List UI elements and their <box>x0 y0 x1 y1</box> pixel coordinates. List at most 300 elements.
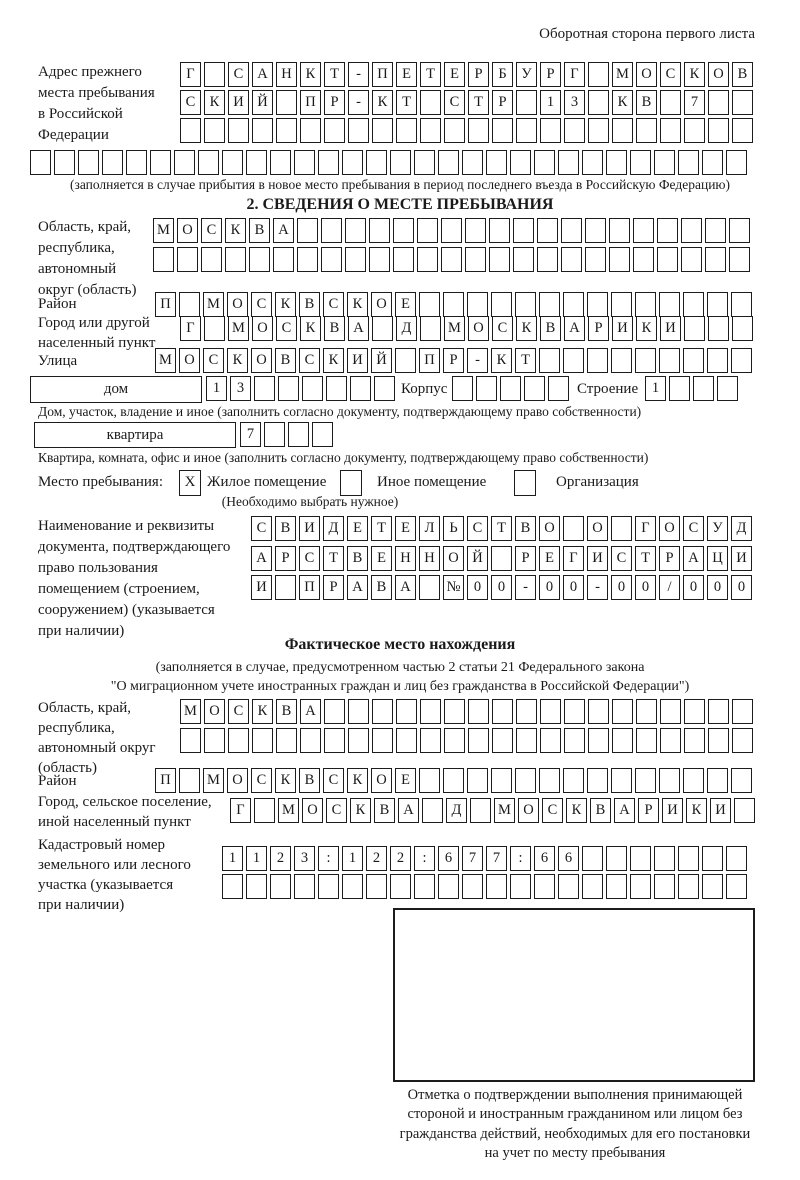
char-box: В <box>275 516 296 541</box>
char-box <box>563 516 584 541</box>
char-box <box>582 874 603 899</box>
char-box <box>491 292 512 317</box>
char-box <box>540 118 561 143</box>
prev-address-row-3 <box>180 118 753 143</box>
char-box <box>444 118 465 143</box>
char-box <box>462 874 483 899</box>
document-row-2 <box>251 546 752 571</box>
char-box <box>732 90 753 115</box>
char-box <box>588 90 609 115</box>
char-box <box>276 118 297 143</box>
char-box <box>548 376 569 401</box>
char-box <box>513 218 534 243</box>
char-box: Е <box>396 62 417 87</box>
char-box: У <box>516 62 537 87</box>
char-box <box>539 348 560 373</box>
char-box: О <box>636 62 657 87</box>
char-box: А <box>347 575 368 600</box>
char-box <box>588 62 609 87</box>
char-box <box>702 846 723 871</box>
char-box <box>489 218 510 243</box>
char-box: С <box>492 316 513 341</box>
char-box: Ь <box>443 516 464 541</box>
char-box <box>612 699 633 724</box>
char-box: К <box>612 90 633 115</box>
char-box: К <box>300 316 321 341</box>
char-box <box>588 699 609 724</box>
char-box: К <box>227 348 248 373</box>
char-box <box>717 376 738 401</box>
char-box <box>732 699 753 724</box>
char-box: Р <box>492 90 513 115</box>
char-box: С <box>660 62 681 87</box>
char-box: Т <box>323 546 344 571</box>
char-box <box>492 118 513 143</box>
char-box <box>348 728 369 753</box>
korpus-label: Корпус <box>401 381 448 397</box>
char-box <box>669 376 690 401</box>
char-box: - <box>515 575 536 600</box>
char-box: 1 <box>342 846 363 871</box>
char-box <box>516 118 537 143</box>
char-box <box>708 118 729 143</box>
char-box: К <box>350 798 371 823</box>
char-box: : <box>414 846 435 871</box>
char-box <box>539 292 560 317</box>
char-box: Т <box>468 90 489 115</box>
char-box <box>246 150 267 175</box>
char-box: И <box>612 316 633 341</box>
char-box: 0 <box>563 575 584 600</box>
char-box: В <box>347 546 368 571</box>
char-box <box>467 292 488 317</box>
stay-type-label: Место пребывания: <box>38 474 163 490</box>
char-box <box>708 90 729 115</box>
char-box: К <box>636 316 657 341</box>
char-box <box>705 247 726 272</box>
char-box <box>636 118 657 143</box>
actual-region-label: Область, край, республика, автономный округ (область) <box>38 700 156 776</box>
checkbox-residential: X <box>179 470 201 496</box>
document-row-1 <box>251 516 752 541</box>
char-box: С <box>203 348 224 373</box>
char-box: Г <box>230 798 251 823</box>
char-box <box>179 768 200 793</box>
char-box: П <box>155 292 176 317</box>
char-box: Р <box>540 62 561 87</box>
char-box: Р <box>638 798 659 823</box>
char-box <box>180 728 201 753</box>
char-box: А <box>273 218 294 243</box>
char-box: 3 <box>294 846 315 871</box>
char-box: В <box>732 62 753 87</box>
char-box <box>78 150 99 175</box>
document-label: Наименование и реквизиты документа, подтверждающего право пользования помещением (строением, сооружением) (указывается при наличии) <box>38 518 231 639</box>
char-box <box>510 874 531 899</box>
char-box <box>419 575 440 600</box>
char-box <box>681 247 702 272</box>
char-box: М <box>612 62 633 87</box>
char-box <box>563 768 584 793</box>
char-box: К <box>275 292 296 317</box>
char-box <box>419 768 440 793</box>
char-box <box>395 348 416 373</box>
city-row <box>180 316 753 341</box>
char-box <box>609 247 630 272</box>
char-box <box>500 376 521 401</box>
char-box <box>660 118 681 143</box>
char-box <box>729 218 750 243</box>
char-box: К <box>372 90 393 115</box>
char-box: С <box>251 516 272 541</box>
char-box <box>731 348 752 373</box>
char-box: В <box>275 348 296 373</box>
char-box: Р <box>468 62 489 87</box>
char-box: Е <box>371 546 392 571</box>
char-box <box>516 699 537 724</box>
char-box <box>470 798 491 823</box>
char-box <box>540 728 561 753</box>
char-box <box>348 699 369 724</box>
char-box: С <box>444 90 465 115</box>
char-box: Й <box>252 90 273 115</box>
char-box <box>177 247 198 272</box>
char-box <box>254 798 275 823</box>
stay-type-note: (Необходимо выбрать нужное) <box>221 494 399 509</box>
char-box <box>441 218 462 243</box>
char-box: Т <box>515 348 536 373</box>
char-box <box>561 247 582 272</box>
char-box: № <box>443 575 464 600</box>
char-box <box>492 699 513 724</box>
char-box <box>270 874 291 899</box>
char-box: О <box>443 546 464 571</box>
char-box: Й <box>467 546 488 571</box>
char-box: Р <box>275 546 296 571</box>
char-box <box>659 292 680 317</box>
char-box: 3 <box>230 376 251 401</box>
char-box: С <box>228 62 249 87</box>
char-box: К <box>300 62 321 87</box>
char-box <box>657 218 678 243</box>
char-box: - <box>348 62 369 87</box>
char-box <box>606 846 627 871</box>
char-box <box>534 874 555 899</box>
char-box <box>660 728 681 753</box>
char-box <box>278 376 299 401</box>
char-box: 1 <box>540 90 561 115</box>
char-box <box>297 218 318 243</box>
char-box <box>515 768 536 793</box>
char-box <box>369 247 390 272</box>
char-box <box>228 728 249 753</box>
prev-address-row-4 <box>30 150 747 175</box>
cadastral-row-2 <box>222 874 747 899</box>
char-box: 2 <box>366 846 387 871</box>
char-box <box>489 247 510 272</box>
char-box <box>390 874 411 899</box>
char-box: Е <box>539 546 560 571</box>
char-box <box>321 247 342 272</box>
char-box <box>683 292 704 317</box>
char-box <box>467 768 488 793</box>
char-box: Р <box>588 316 609 341</box>
char-box: И <box>251 575 272 600</box>
char-box: В <box>636 90 657 115</box>
char-box <box>563 292 584 317</box>
char-box <box>587 348 608 373</box>
char-box: 0 <box>539 575 560 600</box>
char-box <box>516 90 537 115</box>
char-box: К <box>491 348 512 373</box>
char-box <box>443 768 464 793</box>
char-box <box>564 699 585 724</box>
char-box <box>702 150 723 175</box>
char-box: : <box>510 846 531 871</box>
char-box <box>438 150 459 175</box>
char-box: О <box>179 348 200 373</box>
char-box: - <box>348 90 369 115</box>
char-box <box>420 699 441 724</box>
char-box <box>348 118 369 143</box>
region-row-1 <box>153 218 750 243</box>
char-box <box>726 150 747 175</box>
house-number-row <box>206 376 395 401</box>
cadastral-label: Кадастровый номер земельного или лесного участка (указывается при наличии) <box>38 837 191 913</box>
char-box <box>390 150 411 175</box>
char-box: О <box>371 768 392 793</box>
char-box <box>396 728 417 753</box>
char-box: В <box>515 516 536 541</box>
char-box <box>468 699 489 724</box>
char-box: 0 <box>707 575 728 600</box>
char-box <box>420 118 441 143</box>
char-box <box>660 90 681 115</box>
char-box <box>659 768 680 793</box>
char-box <box>225 247 246 272</box>
char-box: М <box>494 798 515 823</box>
cadastral-row-1 <box>222 846 747 871</box>
char-box <box>563 348 584 373</box>
char-box <box>366 874 387 899</box>
char-box: 1 <box>222 846 243 871</box>
char-box: - <box>467 348 488 373</box>
char-box <box>264 422 285 447</box>
char-box: В <box>249 218 270 243</box>
char-box: О <box>468 316 489 341</box>
char-box <box>684 699 705 724</box>
char-box: И <box>299 516 320 541</box>
char-box: Н <box>395 546 416 571</box>
char-box <box>654 874 675 899</box>
char-box <box>678 846 699 871</box>
char-box <box>630 846 651 871</box>
char-box <box>302 376 323 401</box>
char-box: Г <box>563 546 584 571</box>
char-box: : <box>318 846 339 871</box>
char-box <box>420 316 441 341</box>
region-label: Область, край, республика, автономный округ (область) <box>38 219 137 298</box>
char-box <box>462 150 483 175</box>
char-box <box>524 376 545 401</box>
korpus-row <box>452 376 569 401</box>
char-box <box>345 247 366 272</box>
char-box: О <box>539 516 560 541</box>
char-box: 7 <box>240 422 261 447</box>
char-box <box>153 247 174 272</box>
char-box: 6 <box>438 846 459 871</box>
char-box: О <box>302 798 323 823</box>
char-box: В <box>324 316 345 341</box>
char-box: - <box>587 575 608 600</box>
char-box: И <box>662 798 683 823</box>
prev-address-row-1 <box>180 62 753 87</box>
char-box: / <box>659 575 680 600</box>
char-box <box>396 699 417 724</box>
char-box <box>366 150 387 175</box>
district-label: Район <box>38 296 77 312</box>
checkbox-other-premises <box>340 470 362 496</box>
char-box <box>537 247 558 272</box>
char-box: К <box>252 699 273 724</box>
char-box <box>441 247 462 272</box>
char-box: С <box>683 516 704 541</box>
char-box <box>420 728 441 753</box>
char-box: 0 <box>635 575 656 600</box>
char-box: С <box>323 768 344 793</box>
char-box <box>422 798 443 823</box>
char-box <box>419 292 440 317</box>
char-box: 7 <box>462 846 483 871</box>
char-box <box>414 150 435 175</box>
char-box <box>635 348 656 373</box>
char-box: Т <box>396 90 417 115</box>
char-box <box>312 422 333 447</box>
char-box <box>372 728 393 753</box>
char-box: М <box>228 316 249 341</box>
char-box <box>612 728 633 753</box>
city-label: Город или другой населенный пункт <box>38 315 156 351</box>
char-box <box>585 218 606 243</box>
char-box: Р <box>443 348 464 373</box>
char-box: Р <box>323 575 344 600</box>
char-box: И <box>710 798 731 823</box>
char-box <box>222 874 243 899</box>
char-box <box>350 376 371 401</box>
char-box <box>300 118 321 143</box>
char-box <box>612 118 633 143</box>
char-box: В <box>540 316 561 341</box>
char-box <box>393 218 414 243</box>
char-box: 1 <box>645 376 666 401</box>
char-box: В <box>276 699 297 724</box>
char-box: М <box>180 699 201 724</box>
actual-region-row-1 <box>180 699 753 724</box>
char-box: Н <box>419 546 440 571</box>
char-box <box>420 90 441 115</box>
actual-city-label: Город, сельское поселение, иной населенный пункт <box>38 794 212 830</box>
char-box <box>492 728 513 753</box>
char-box: С <box>299 348 320 373</box>
char-box: С <box>326 798 347 823</box>
char-box: О <box>227 292 248 317</box>
char-box <box>734 798 755 823</box>
char-box <box>635 768 656 793</box>
char-box <box>180 118 201 143</box>
char-box: С <box>467 516 488 541</box>
char-box: Е <box>395 516 416 541</box>
char-box: Д <box>396 316 417 341</box>
char-box <box>558 150 579 175</box>
char-box <box>611 768 632 793</box>
char-box: 2 <box>270 846 291 871</box>
char-box: К <box>323 348 344 373</box>
char-box <box>540 699 561 724</box>
char-box <box>372 699 393 724</box>
char-box <box>486 150 507 175</box>
char-box: К <box>516 316 537 341</box>
char-box <box>321 218 342 243</box>
checkbox-organization <box>514 470 536 496</box>
char-box: М <box>153 218 174 243</box>
char-box <box>324 728 345 753</box>
char-box: М <box>278 798 299 823</box>
char-box: Е <box>395 292 416 317</box>
char-box <box>657 247 678 272</box>
char-box <box>707 768 728 793</box>
char-box <box>564 118 585 143</box>
char-box <box>491 768 512 793</box>
actual-city-row <box>230 798 755 823</box>
house-type-box: дом <box>30 376 202 403</box>
char-box: К <box>275 768 296 793</box>
apartment-number-row <box>240 422 333 447</box>
char-box: И <box>587 546 608 571</box>
char-box: С <box>542 798 563 823</box>
char-box <box>684 118 705 143</box>
char-box <box>731 292 752 317</box>
char-box: В <box>371 575 392 600</box>
stroenie-row <box>645 376 738 401</box>
char-box: А <box>398 798 419 823</box>
char-box <box>204 728 225 753</box>
char-box <box>228 118 249 143</box>
char-box: К <box>204 90 225 115</box>
char-box: Т <box>491 516 512 541</box>
char-box <box>537 218 558 243</box>
house-caption: Дом, участок, владение и иное (заполнить согласно документу, подтверждающему право собственности) <box>38 404 642 419</box>
char-box: Й <box>371 348 392 373</box>
char-box <box>486 874 507 899</box>
char-box <box>318 150 339 175</box>
actual-location-caption-2: "О миграционном учете иностранных граждан и лиц без гражданства в Российской Федерации") <box>110 679 690 694</box>
char-box <box>660 699 681 724</box>
char-box: С <box>323 292 344 317</box>
char-box <box>414 874 435 899</box>
char-box: С <box>611 546 632 571</box>
option-other-premises-label: Иное помещение <box>377 474 487 490</box>
char-box: 0 <box>731 575 752 600</box>
char-box <box>297 247 318 272</box>
char-box: Г <box>564 62 585 87</box>
char-box <box>732 118 753 143</box>
char-box <box>246 874 267 899</box>
actual-location-title: Фактическое место нахождения <box>284 636 516 653</box>
street-row <box>155 348 752 373</box>
char-box <box>582 150 603 175</box>
char-box <box>729 247 750 272</box>
char-box <box>369 218 390 243</box>
